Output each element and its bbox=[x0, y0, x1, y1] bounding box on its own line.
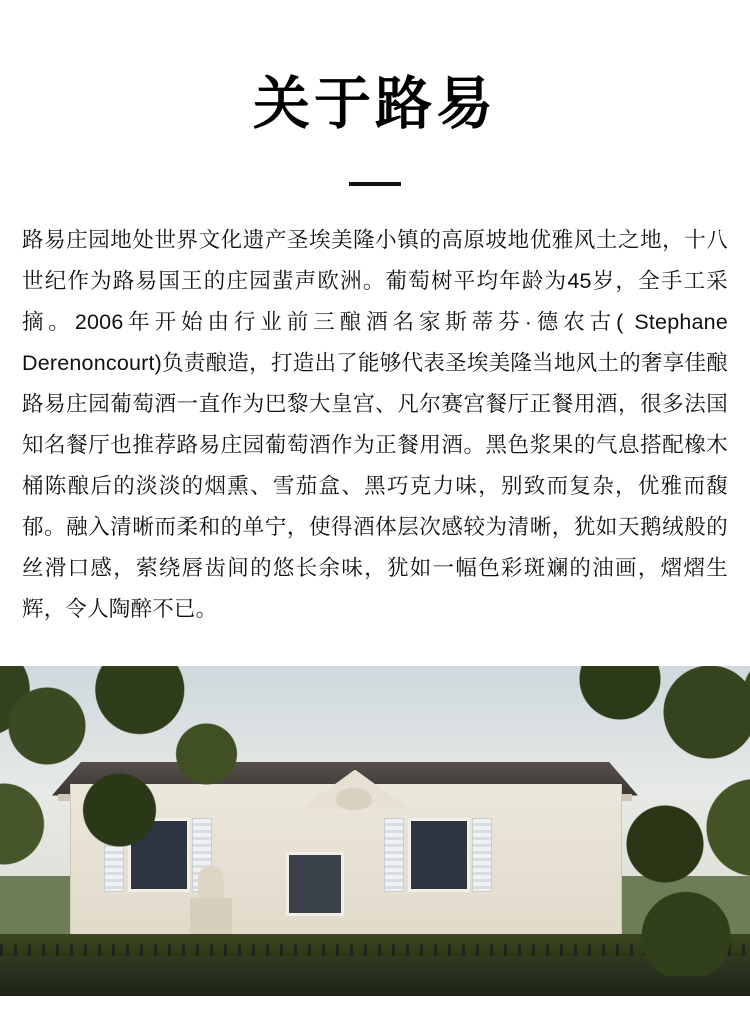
window-shutter-left-2 bbox=[384, 818, 404, 892]
chateau-photo bbox=[0, 666, 750, 996]
facade-door bbox=[286, 852, 344, 916]
divider-rule bbox=[349, 182, 401, 186]
tree-foliage-right bbox=[500, 666, 750, 976]
crest-ornament-icon bbox=[336, 788, 372, 810]
page-title: 关于路易 bbox=[253, 73, 497, 136]
tree-canopy-top bbox=[0, 666, 750, 712]
window-shutter-right-2 bbox=[472, 818, 492, 892]
about-body-text: 路易庄园地处世界文化遗产圣埃美隆小镇的高原坡地优雅风土之地，十八世纪作为路易国王的庄园蜚声欧洲。葡萄树平均年龄为45岁，全手工采摘。2006年开始由行业前三酿酒名家斯蒂芬·德农古( Stephane Derenoncourt)负责酿造，打造出了能够代表圣埃美隆当地风土的奢享佳酿路易庄园葡萄酒一直作为巴黎大皇宫、凡尔赛宫餐厅正餐用酒，很多法国知名餐厅也推荐路易庄园葡萄酒作为正餐用酒。黑色浆果的气息搭配橡木桶陈酿后的淡淡的烟熏、雪茄盒、黑巧克力味，别致而复杂，优雅而馥郁。融入清晰而柔和的单宁，使得酒体层次感较为清晰，犹如天鹅绒般的丝滑口感，萦绕唇齿间的悠长余味，犹如一幅色彩斑斓的油画，熠熠生辉，令人陶醉不已。 bbox=[22, 227, 728, 621]
facade-window-2 bbox=[408, 818, 470, 892]
